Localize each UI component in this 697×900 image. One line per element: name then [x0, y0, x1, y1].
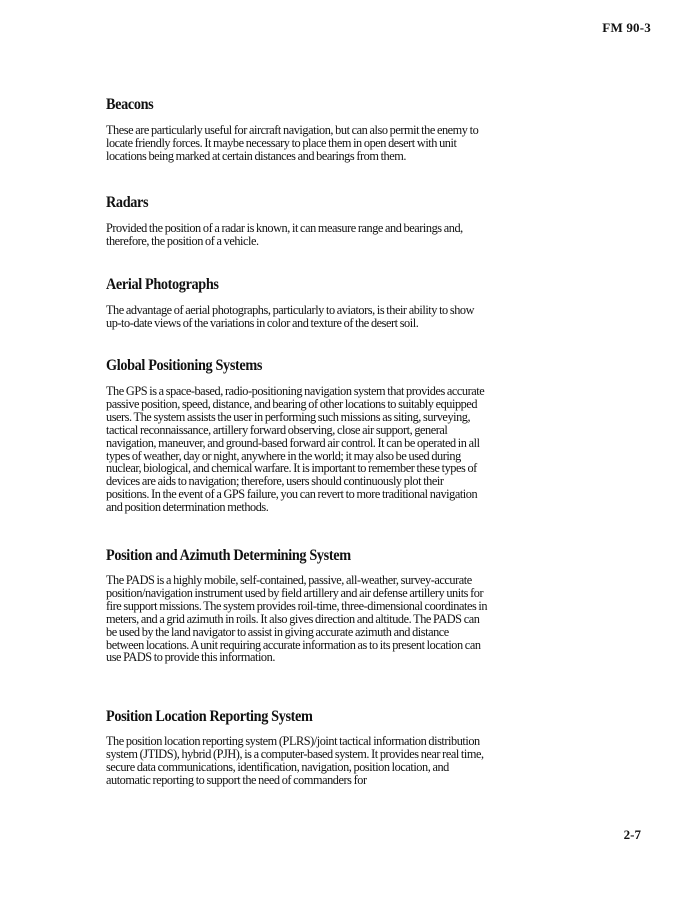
page-number: 2-7 — [623, 827, 641, 842]
section-body: The PADS is a highly mobile, self-contained, passive, all-weather, survey-accurate position/navigation instrument used by field artillery and air defense artillery units for fire support missions. The system provides roil-time, three-dimensional coordinates in meters, and a grid azimuth in roils. It also gives direction and altitude. The PADS can be used by the land navigator to assist in giving accurate azimuth and distance between locations. A unit requiring accurate information as to its present location can use PADS to provide this information. — [106, 573, 488, 665]
section-body: Provided the position of a radar is known, it can measure range and bearings and, therefore, the position of a vehicle. — [106, 221, 463, 248]
section-aerial-photographs — [106, 276, 488, 330]
section-position-azimuth-determining-system — [106, 547, 488, 664]
section-radars — [106, 194, 488, 248]
section-beacons — [106, 96, 488, 163]
section-heading: Aerial Photographs — [106, 276, 219, 293]
section-heading: Global Positioning Systems — [106, 357, 263, 374]
section-body: The position location reporting system (PLRS)/joint tactical information distribution system (JTIDS), hybrid (PJH), is a computer-based system. It provides near real time, secure data communications, identification, navigation, position location, and automatic reporting to support the need of commanders for — [106, 734, 484, 787]
section-heading: Position Location Reporting System — [106, 708, 313, 725]
section-global-positioning-systems — [106, 357, 488, 514]
section-heading: Position and Azimuth Determining System — [106, 547, 351, 564]
section-heading: Radars — [106, 194, 149, 211]
section-body: The advantage of aerial photographs, particularly to aviators, is their ability to show up-to-date views of the variations in color and texture of the desert soil. — [106, 303, 475, 330]
section-position-location-reporting-system — [106, 708, 488, 787]
section-body: These are particularly useful for aircraft navigation, but can also permit the enemy to locate friendly forces. It maybe necessary to place them in open desert with unit locations being marked at certain distances and bearings from them. — [106, 123, 479, 163]
section-heading: Beacons — [106, 96, 154, 113]
manual-id: FM 90-3 — [602, 20, 651, 35]
section-body: The GPS is a space-based, radio-positioning navigation system that provides accurate passive position, speed, distance, and bearing of other locations to suitably equipped users. The system assists the user in performing such missions as siting, surveying, tactical reconnaissance, artillery forward observing, close air support, general navigation, maneuver, and ground-based forward air control. It can be operated in all types of weather, day or night, anywhere in the world; it may also be used during nuclear, biological, and chemical warfare. It is important to remember these types of devices are aids to navigation; therefore, users should continuously plot their positions. In the event of a GPS failure, you can revert to more traditional navigation and position determination methods. — [106, 384, 485, 515]
